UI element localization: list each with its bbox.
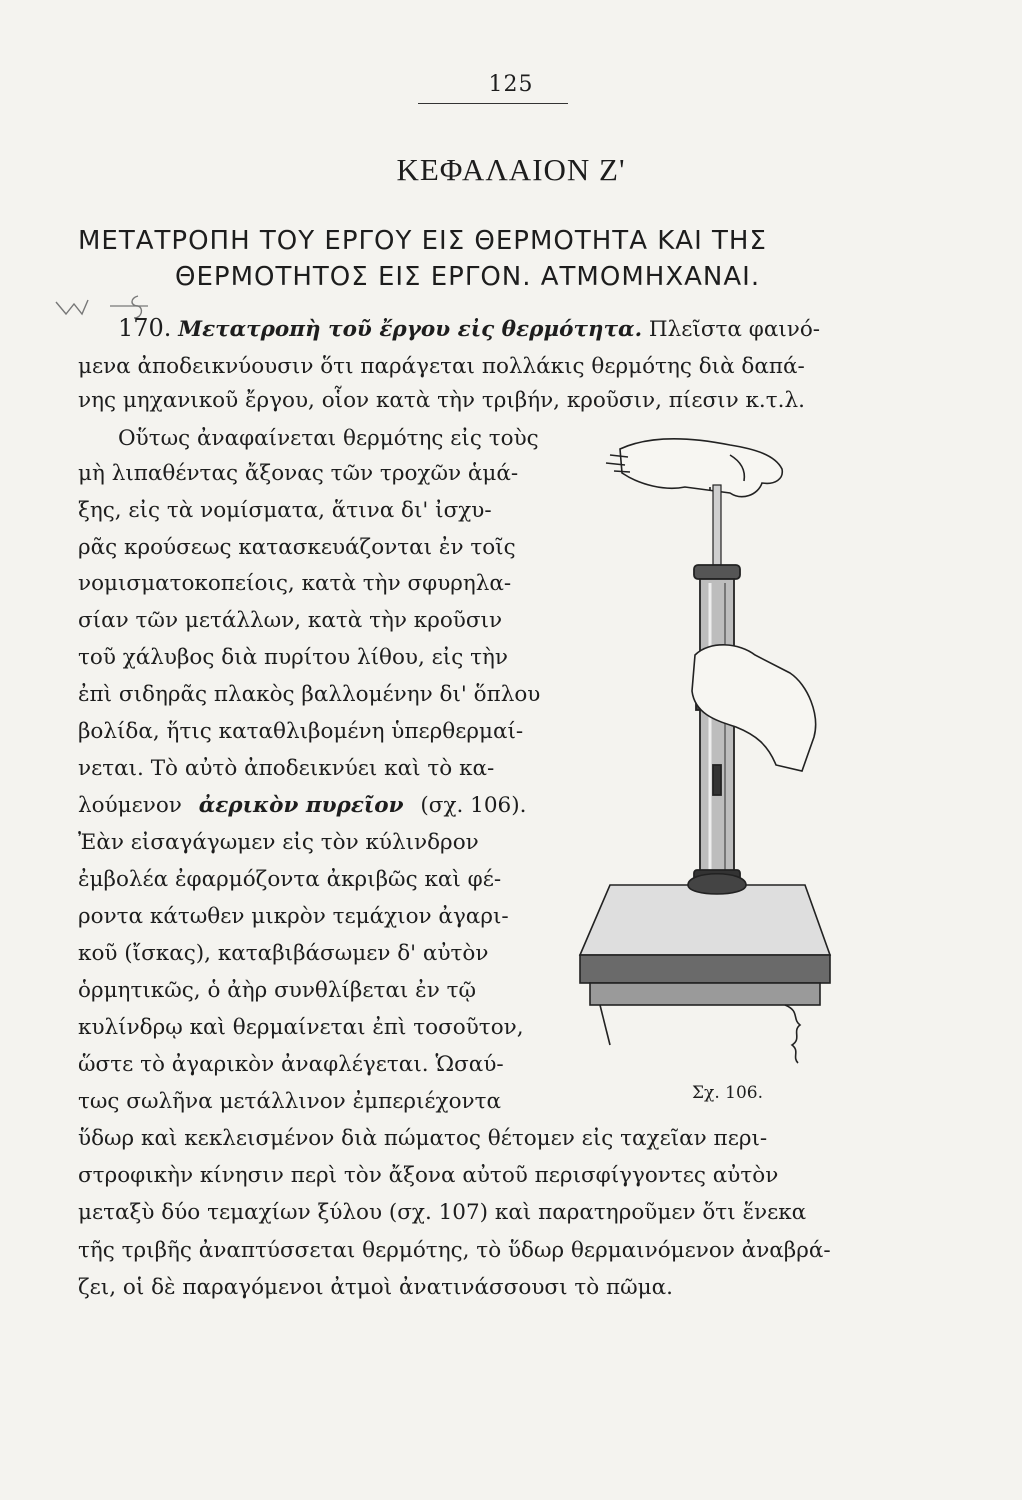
section-number: 170.: [118, 314, 172, 342]
text-line: ξης, εἰς τὰ νομίσματα, ἅτινα δι' ἰσχυ-: [78, 498, 492, 523]
text-line: ρᾶς κρούσεως κατασκευάζονται ἐν τοῖς: [78, 535, 516, 560]
text-line: τῆς τριβῆς ἀναπτύσσεται θερμότης, τὸ ὕδωρ θερμαινόμενον ἀναβρά-: [78, 1238, 831, 1263]
text-line: τως σωλῆνα μετάλλινον ἐμπεριέχοντα: [78, 1089, 502, 1114]
text-line: ροντα κάτωθεν μικρὸν τεμάχιον ἀγαρι-: [78, 904, 509, 929]
text-line: κοῦ (ἴσκας), καταβιβάσωμεν δ' αὐτὸν: [78, 941, 489, 966]
term-bold: ἀερικὸν πυρεῖον: [198, 793, 404, 818]
term-post: (σχ. 106).: [420, 793, 527, 818]
text-line: τοῦ χάλυβος διὰ πυρίτου λίθου, εἰς τὴν: [78, 645, 508, 670]
text-line: ζει, οἱ δὲ παραγόμενοι ἀτμοὶ ἀνατινάσσουσι τὸ πῶμα.: [78, 1275, 673, 1300]
text-line: μεταξὺ δύο τεμαχίων ξύλου (σχ. 107) καὶ παρατηροῦμεν ὅτι ἕνεκα: [78, 1200, 807, 1225]
text-line: ὕδωρ καὶ κεκλεισμένον διὰ πώματος θέτομεν εἰς ταχεῖαν περι-: [78, 1126, 768, 1151]
figure-caption: Σχ. 106.: [692, 1083, 763, 1103]
text-line-with-term: [78, 795, 526, 817]
text-line: ἐπὶ σιδηρᾶς πλακὸς βαλλομένην δι' ὅπλου: [78, 682, 541, 707]
text-line: κυλίνδρῳ καὶ θερμαίνεται ἐπὶ τοσοῦτον,: [78, 1015, 524, 1040]
text-line: στροφικὴν κίνησιν περὶ τὸν ἄξονα αὐτοῦ περισφίγγοντες αὐτὸν: [78, 1163, 779, 1188]
page-number-rule: [418, 103, 568, 104]
section-first-line-rest: Πλεῖστα φαινό-: [648, 317, 821, 342]
text-line: βολίδα, ἥτις καταθλιβομένη ὑπερθερμαί-: [78, 719, 524, 744]
text-line: ἐμβολέα ἐφαρμόζοντα ἀκριβῶς καὶ φέ-: [78, 867, 502, 892]
chapter-title: ΚΕΦΑΛΑΙΟΝ Ζ': [396, 152, 626, 187]
text-line: Οὕτως ἀναφαίνεται θερμότης εἰς τοὺς: [118, 426, 539, 451]
text-line: ὥστε τὸ ἀγαρικὸν ἀναφλέγεται. Ὡσαύ-: [78, 1052, 504, 1077]
heading-line-1: ΜΕΤΑΤΡΟΠΗ ΤΟΥ ΕΡΓΟΥ ΕΙΣ ΘΕΡΜΟΤΗΤΑ ΚΑΙ ΤΗΣ: [78, 226, 767, 256]
text-line: σίαν τῶν μετάλλων, κατὰ τὴν κροῦσιν: [78, 608, 503, 633]
fire-syringe-illustration: [570, 415, 840, 1065]
text-line: μενα ἀποδεικνύουσιν ὅτι παράγεται πολλάκις θερμότης διὰ δαπά-: [78, 354, 805, 379]
text-line: μὴ λιπαθέντας ἄξονας τῶν τροχῶν ἁμά-: [78, 461, 519, 486]
section-heading-line: [118, 316, 820, 341]
text-line: ὁρμητικῶς, ὁ ἀὴρ συνθλίβεται ἐν τῷ: [78, 978, 477, 1003]
text-line: νομισματοκοπείοις, κατὰ τὴν σφυρηλα-: [78, 571, 512, 596]
term-pre: λούμενον: [78, 793, 182, 818]
text-line: νης μηχανικοῦ ἔργου, οἷον κατὰ τὴν τριβήν, κροῦσιν, πίεσιν κ.τ.λ.: [78, 388, 805, 413]
text-line: νεται. Τὸ αὐτὸ ἀποδεικνύει καὶ τὸ κα-: [78, 756, 495, 781]
heading-line-2: ΘΕΡΜΟΤΗΤΟΣ ΕΙΣ ΕΡΓΟΝ. ΑΤΜΟΜΗΧΑΝΑΙ.: [175, 262, 761, 292]
page-number: 125: [488, 72, 534, 97]
section-title: Μετατροπὴ τοῦ ἔργου εἰς θερμότητα.: [178, 317, 643, 342]
text-line: Ἐὰν εἰσαγάγωμεν εἰς τὸν κύλινδρον: [78, 830, 479, 855]
